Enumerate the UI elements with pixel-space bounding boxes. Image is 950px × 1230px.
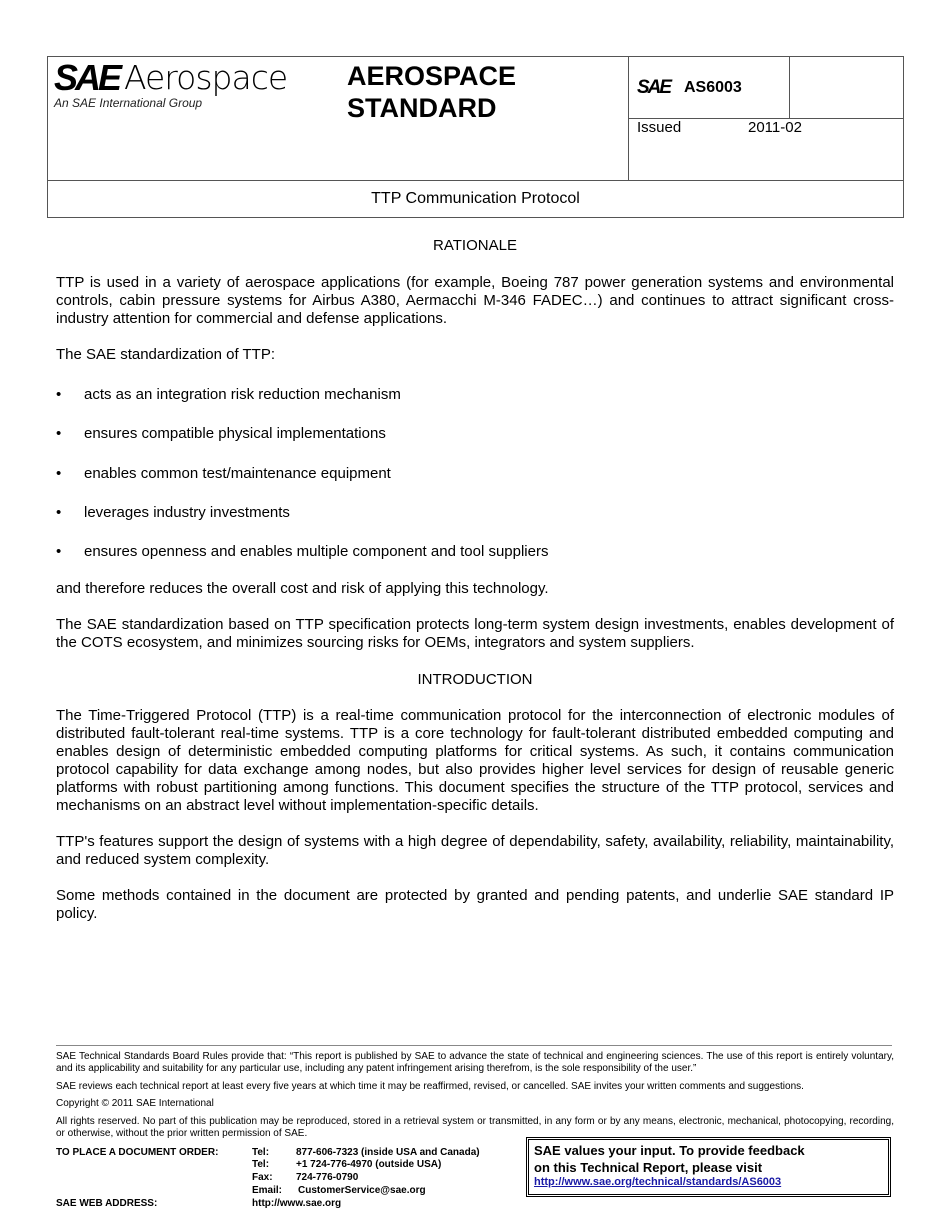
rationale-paragraph-4: The SAE standardization based on TTP specification protects long-term system design investments, enables development of the COTS ecosystem, and minimizes sourcing risks for OEMs, integrators and system suppliers.: [56, 616, 894, 651]
email-link[interactable]: CustomerService@sae.org: [298, 1185, 426, 1196]
bullet-icon: •: [56, 543, 62, 560]
divider: [48, 180, 904, 181]
contact-label: Tel:: [252, 1147, 270, 1158]
introduction-heading: INTRODUCTION: [417, 671, 533, 688]
logo-subtitle: An SAE International Group: [54, 96, 203, 110]
divider: [789, 57, 790, 118]
document-number: AS6003: [684, 79, 742, 96]
rationale-paragraph-1: TTP is used in a variety of aerospace applications (for example, Boeing 787 power generation systems and environmental controls, cabin pressure systems for Airbus A380, Aermacchi M-346 FADEC…) and continues to attract significant cross-industry attention for commercial and defense applications.: [56, 274, 894, 327]
contact-label: Tel:: [252, 1159, 270, 1170]
document-type-line1: AEROSPACE: [347, 61, 517, 91]
aerospace-logo-text: Aerospace: [124, 58, 288, 97]
footer-rules-text: SAE Technical Standards Board Rules provide that: “This report is published by SAE to advance the state of technical and engineering sciences. The use of this report is entirely voluntary, and its applicability and suitability for any particular use, including any patent infringement arising therefrom, is the sole responsibility of the user.”: [56, 1051, 894, 1074]
document-title: TTP Communication Protocol: [371, 190, 580, 207]
introduction-paragraph-1: The Time-Triggered Protocol (TTP) is a real-time communication protocol for the interconnection of electronic modules of distributed fault-tolerant real-time systems. TTP is a core technology for fault-tolerant distributed embedded computing and enables design of deterministic embedded computing platforms for critical systems. As such, it contains communication protocol capability for data exchange among nodes, but also provides higher level services for design of reusable generic platforms with robust partitioning among functions. This document specifies the structure of the TTP protocol, services and mechanisms on an abstract level without implementation-specific details.: [56, 707, 894, 814]
bullet-icon: •: [56, 425, 62, 442]
issued-date: 2011-02: [748, 119, 802, 136]
footer-copyright: Copyright © 2011 SAE International: [56, 1098, 214, 1109]
web-address-label: SAE WEB ADDRESS:: [56, 1198, 158, 1209]
footer-rule: [56, 1045, 892, 1046]
sae-logo: SAE: [54, 57, 120, 98]
contact-label: Email:: [252, 1185, 283, 1196]
web-address-link[interactable]: http://www.sae.org: [252, 1198, 342, 1209]
list-item-text: enables common test/maintenance equipment: [84, 465, 391, 482]
feedback-line-1: SAE values your input. To provide feedback: [534, 1143, 805, 1158]
document-type-line2: STANDARD: [347, 93, 497, 123]
order-label: TO PLACE A DOCUMENT ORDER:: [56, 1147, 219, 1158]
contact-value: +1 724-776-4970 (outside USA): [296, 1159, 442, 1170]
rationale-heading: RATIONALE: [433, 237, 517, 254]
feedback-link[interactable]: http://www.sae.org/technical/standards/AS6003: [534, 1176, 782, 1188]
sae-mini-logo: SAE: [637, 77, 671, 98]
introduction-paragraph-2: TTP's features support the design of systems with a high degree of dependability, safety, availability, reliability, maintainability, and reduced system complexity.: [56, 833, 894, 868]
footer-review-text: SAE reviews each technical report at least every five years at which time it may be reaffirmed, revised, or cancelled. SAE invites your written comments and suggestions.: [56, 1081, 804, 1092]
bullet-icon: •: [56, 504, 62, 521]
contact-value: 877-606-7323 (inside USA and Canada): [296, 1147, 480, 1158]
contact-value: 724-776-0790: [296, 1172, 359, 1183]
introduction-paragraph-3: Some methods contained in the document are protected by granted and pending patents, and underlie SAE standard IP policy.: [56, 887, 894, 922]
list-item-text: acts as an integration risk reduction mechanism: [84, 386, 401, 403]
feedback-line-2: on this Technical Report, please visit: [534, 1160, 763, 1175]
feedback-text: [534, 1142, 805, 1176]
bullet-icon: •: [56, 386, 62, 403]
bullet-icon: •: [56, 465, 62, 482]
list-item-text: leverages industry investments: [84, 504, 290, 521]
rationale-paragraph-2: The SAE standardization of TTP:: [56, 346, 276, 363]
footer-rights-text: All rights reserved. No part of this publication may be reproduced, stored in a retrieval system or transmitted, in any form or by any means, electronic, mechanical, photocopying, recording, or otherwise, without the prior written permission of SAE.: [56, 1116, 894, 1139]
contact-label: Fax:: [252, 1172, 273, 1183]
rationale-paragraph-3: and therefore reduces the overall cost and risk of applying this technology.: [56, 580, 549, 597]
list-item-text: ensures openness and enables multiple component and tool suppliers: [84, 543, 549, 560]
list-item-text: ensures compatible physical implementations: [84, 425, 386, 442]
issued-label: Issued: [637, 119, 682, 136]
document-type: [347, 60, 516, 124]
